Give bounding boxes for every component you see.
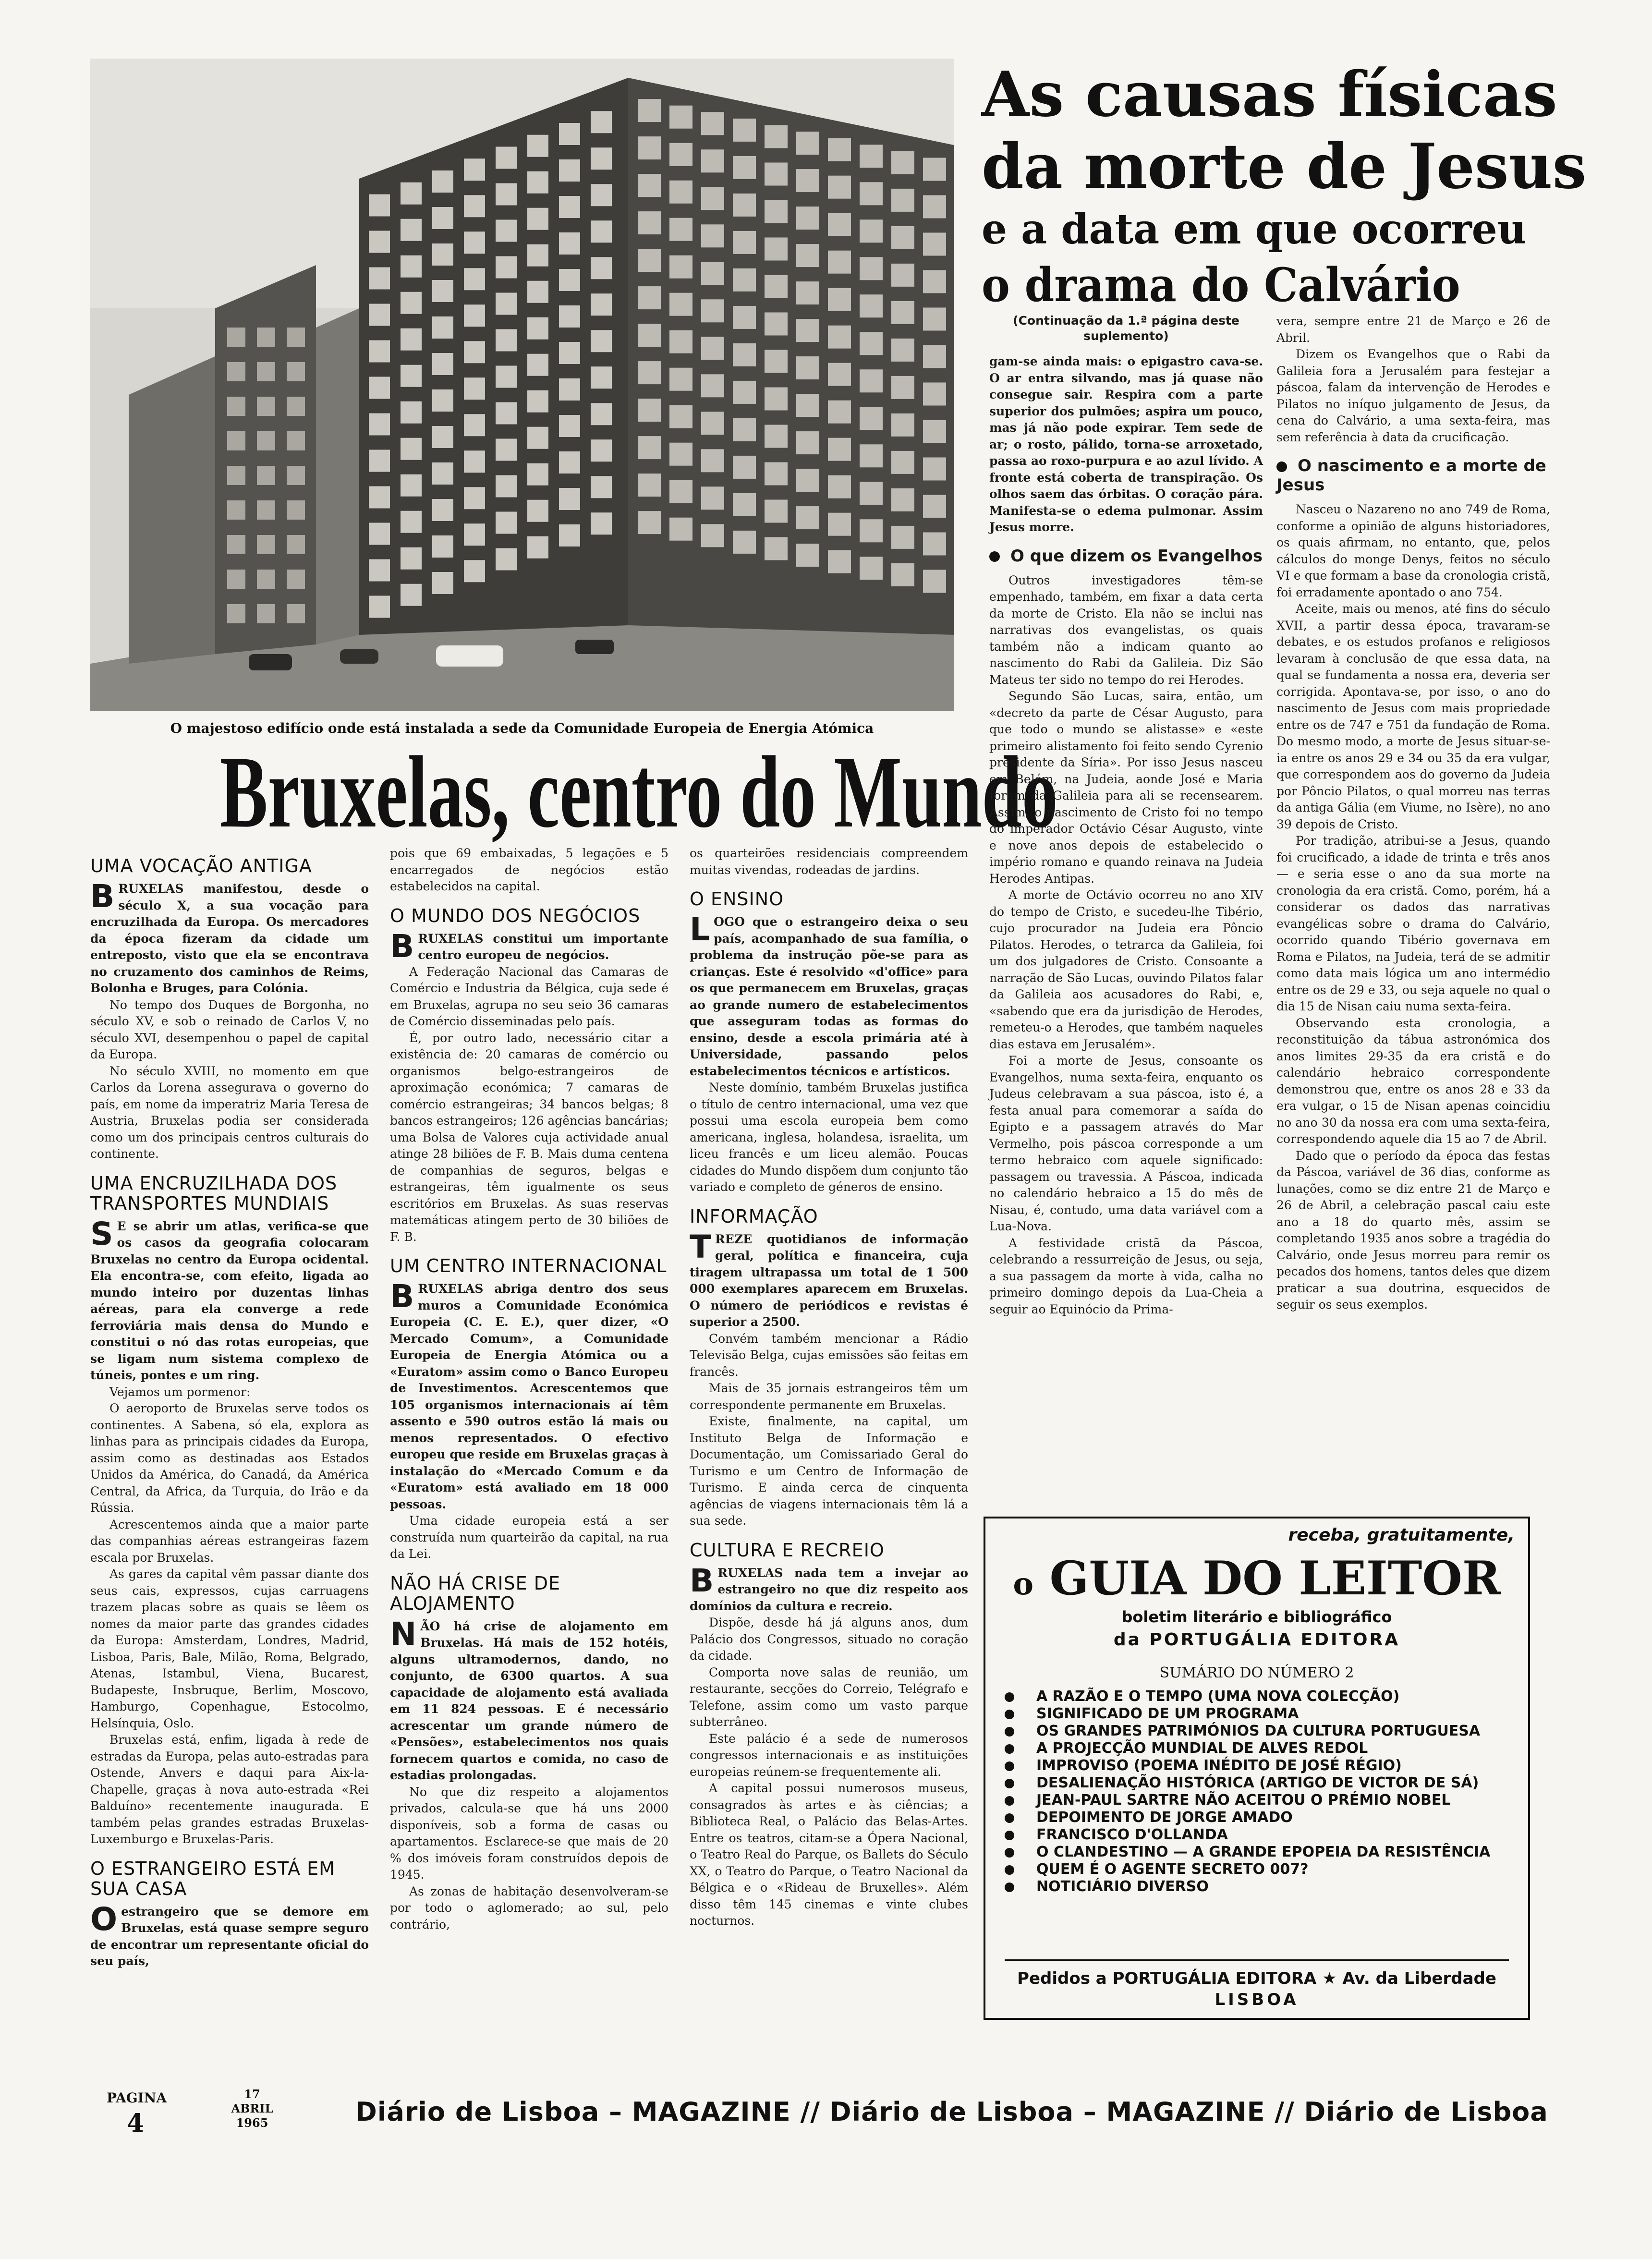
pagina-label: PAGINA: [107, 2090, 167, 2106]
paragraph: Bruxelas está, enfim, ligada à rede de estradas da Europa, pelas auto-estradas para Ostende, Anvers e daqui para Aix-la-Chapelle, graças à nova auto-estrada «Rei Balduíno» recentemente inaugurada. E também pelas grandes estradas Bruxelas-Luxemburgo e Bruxelas-Paris.: [90, 1733, 369, 1846]
section-heading: [989, 547, 1263, 566]
jesus-column-1: [989, 313, 1263, 1318]
bullet-icon: [1276, 462, 1287, 472]
ad-pedidos-line: Pedidos a PORTUGÁLIA EDITORA ★ Av. da Liberdade: [1017, 1969, 1496, 1988]
jesus-title-line-2: da morte de Jesus: [982, 131, 1587, 203]
paragraph-text: REZE quotidianos de informação geral, política e financeira, cuja tiragem ultrapassa um total de 1 500 000 exemplares aparecem em Bruxelas. O número de periódicos e revistas é superior a 2500.: [690, 1232, 968, 1329]
section-heading-text: O nascimento e a morte de Jesus: [1276, 456, 1546, 495]
section-heading: O MUNDO DOS NEGÓCIOS: [390, 905, 641, 926]
paragraph: [90, 878, 369, 997]
drop-cap: B: [390, 1278, 414, 1315]
drop-cap: T: [690, 1228, 712, 1265]
jesus-column-2: [1276, 313, 1550, 1313]
paragraph: os quarteirões residenciais compreendem muitas vivendas, rodeadas de jardins.: [690, 846, 968, 877]
ad-subtitle-2: da PORTUGÁLIA EDITORA: [1113, 1630, 1400, 1650]
ad-sumario: SUMÁRIO DO NÚMERO 2: [1159, 1664, 1354, 1681]
jesus-title-line-4: o drama do Calvário: [982, 258, 1460, 312]
page-number: 4: [126, 2109, 145, 2138]
paragraph: Dispõe, desde há já alguns anos, dum Palácio dos Congressos, situado no coração da cidade.: [690, 1615, 968, 1663]
bruxelas-headline: Bruxelas, centro do Mundo: [219, 735, 1058, 849]
ad-subtitle-1: boletim literário e bibliográfico: [1121, 1608, 1392, 1626]
page-number-block: [107, 2086, 167, 2138]
paragraph: No tempo dos Duques de Borgonha, no século XV, e sob o reinado de Carlos V, no século XVI, desempenhou o papel de capital da Europa.: [90, 997, 369, 1061]
paragraph: Nasceu o Nazareno no ano 749 de Roma, conforme a opinião de alguns historiadores, os quais afirmam, no entanto, que, pelos cálculos do monge Denys, feitos no século VI e que formam a base da cronologia cristã, foi erradamente apontado o ano 754.: [1276, 502, 1550, 599]
paragraph: [690, 911, 968, 1080]
section-heading: CULTURA E RECREIO: [690, 1539, 885, 1561]
paragraph: [90, 1900, 369, 1970]
ad-list-item: JEAN-PAUL SARTRE NÃO ACEITOU O PRÉMIO NOBEL: [1005, 1792, 1514, 1809]
drop-cap: O: [90, 1900, 118, 1938]
paragraph: Observando esta cronologia, a reconstituição da tábua astronómica dos anos limites 29-35 da era cristã e do calendário hebraico correspondente demonstrou que, entre os anos 28 e 33 da era vulgar, o 15 de Nisan apenas coincidiu no ano 30 da nossa era com uma sexta-feira, correspondendo aquele dia 15 ao 7 de Abril.: [1276, 1016, 1550, 1146]
ad-list-item: IMPROVISO (POEMA INÉDITO DE JOSÉ RÉGIO): [1005, 1758, 1514, 1774]
paragraph: [90, 1215, 369, 1384]
guia-do-leitor-ad: [984, 1517, 1530, 2020]
paragraph: [390, 1278, 668, 1513]
drop-cap: N: [390, 1615, 417, 1652]
jesus-title-line-3: e a data em que ocorreu: [982, 205, 1527, 254]
running-footer: Diário de Lisboa – MAGAZINE // Diário de Lisboa – MAGAZINE // Diário de Lisboa: [355, 2097, 1548, 2127]
paragraph: A morte de Octávio ocorreu no ano XIV do tempo de Cristo, e sucedeu-lhe Tibério, cujo procurador na Judeia era Pôncio Pilatos. Herodes, o tetrarca da Galileia, foi um dos julgadores de Cristo. Consoante a narração de São Lucas, ouvindo Pilatos falar da Galileia aos acusadores do Rabi, e, «sabendo que era da jurisdição de Herodes, remeteu-o a Herodes, que também naqueles dias estava em Jerusalém».: [989, 888, 1263, 1051]
paragraph: Uma cidade europeia está a ser construída num quarteirão da capital, na rua da Lei.: [390, 1514, 668, 1561]
paragraph: A capital possui numerosos museus, consagrados às artes e às ciências; a Biblioteca Real, o Palácio das Belas-Artes. Entre os teatros, citam-se a Ópera Nacional, o Teatro Real do Parque, os Ballets do Século XX, o Teatro do Parque, o Teatro Nacional da Bélgica e o «Rideau de Bruxelles». Além disso têm 145 cinemas e vinte clubes nocturnos.: [690, 1781, 968, 1928]
paragraph-text: RUXELAS nada tem a invejar ao estrangeiro no que diz respeito aos domínios da cultura e recreio.: [690, 1566, 968, 1613]
section-heading: O ESTRANGEIRO ESTÁ EM SUA CASA: [90, 1858, 335, 1899]
paragraph: Neste domínio, também Bruxelas justifica o título de centro internacional, uma vez que possui uma escola europeia bem como americana, inglesa, holandesa, israelita, um liceu francês e um liceu alemão. Poucas cidades do Mundo dispõem dum conjunto tão variado e completo de géneros de ensino.: [690, 1081, 968, 1194]
building-photo-image: [90, 59, 954, 711]
paragraph: Foi a morte de Jesus, consoante os Evangelhos, numa sexta-feira, enquanto os Judeus celebravam a sua páscoa, isto é, a festa anual para comemorar a saída do Egipto e a passagem através do Mar Vermelho, pois páscoa corresponde a um termo hebraico com aquele significado: passagem ou travessia. A Páscoa, indicada no calendário hebraico a 15 do mês de Nisau, é, contudo, uma data variável com a Lua-Nova.: [989, 1054, 1263, 1233]
paragraph: Este palácio é a sede de numerosos congressos internacionais e as instituições europeias reúnem-se frequentemente ali.: [690, 1731, 968, 1779]
paragraph-text: ÃO há crise de alojamento em Bruxelas. Há mais de 152 hotéis, alguns ultramodernos, dando, no conjunto, de 6300 quartos. A sua capacidade de alojamento está avaliada em 11 824 pessoas. E é necessário acrescentar um grande número de «Pensões», estabelecimentos nos quais fornecem quartos e comida, no caso de estadias prolongadas.: [390, 1619, 668, 1782]
paragraph: Outros investigadores têm-se empenhado, também, em fixar a data certa da morte de Cristo. Ela não se inclui nas narrativas dos evangelistas, os quais também não a indicam quanto ao nascimento do Rabi da Galileia. Diz São Mateus ter sido no tempo do rei Herodes.: [989, 573, 1263, 687]
paragraph-text: RUXELAS constitui um importante centro europeu de negócios.: [418, 931, 668, 962]
ad-list-item: NOTICIÁRIO DIVERSO: [1005, 1879, 1514, 1895]
paragraph: É, por outro lado, necessário citar a existência de: 20 camaras de comércio ou organismos belgo-estrangeiros de aproximação económica; 7 camaras de comércio estrangeiras; 34 bancos belgas; 8 bancos estrangeiros; 126 agências bancárias; uma Bolsa de Valores cuja actividade anual atinge 28 biliões de F. B. Mais duma centena de companhias de seguros, belgas e estrangeiras, têm igualmente os seus escritórios em Bruxelas. As suas reservas matemáticas atingem perto de 30 biliões de F. B.: [390, 1031, 668, 1244]
paragraph: [690, 1228, 968, 1331]
ad-list-item: A RAZÃO E O TEMPO (UMA NOVA COLECÇÃO): [1005, 1688, 1514, 1705]
ad-receba: receba, gratuitamente,: [1288, 1525, 1515, 1545]
paragraph: Vejamos um pormenor:: [109, 1385, 251, 1399]
ad-list-item: DEPOIMENTO DE JORGE AMADO: [1005, 1810, 1514, 1826]
ad-title: [985, 1552, 1528, 1611]
paragraph: Existe, finalmente, na capital, um Instituto Belga de Informação e Documentação, um Comissariado Geral do Turismo e um Centro de Informação de Turismo. E ainda cerca de cinquenta agências de viagens internacionais têm lá a sua sede.: [690, 1414, 968, 1528]
paragraph: Mais de 35 jornais estrangeiros têm um correspondente permanente em Bruxelas.: [690, 1381, 968, 1412]
paragraph: Comporta nove salas de reunião, um restaurante, secções do Correio, Telégrafo e Telefone, assim como um vasto parque subterrâneo.: [690, 1665, 968, 1729]
paragraph-text: E se abrir um atlas, verifica-se que os casos da geografia colocaram Bruxelas no centro da Europa ocidental. Ela encontra-se, com efeito, ligada ao mundo inteiro por duzentas linhas aéreas, para ela converge a rede ferroviária mais densa do Mundo e constitui o nó das rotas europeias, que se ligam num sistema complexo de túneis, pontes e um ring.: [90, 1219, 369, 1382]
paragraph: [690, 1562, 968, 1615]
paragraph: Convém também mencionar a Rádio Televisão Belga, cujas emissões são feitas em francês.: [690, 1331, 968, 1379]
ad-list-item: A PROJECÇÃO MUNDIAL DE ALVES REDOL: [1005, 1740, 1514, 1757]
bruxelas-column-3: [690, 845, 968, 1930]
section-heading-text: O que dizem os Evangelhos: [1010, 546, 1263, 566]
paragraph-text: RUXELAS manifestou, desde o século X, a sua vocação para encruzilhada da Europa. Os mercadores da época fizeram da cidade um entreposto, visto que ela se encontrava no cruzamento dos caminhos de Reims, Bolonha e Bruges, para Colónia.: [90, 882, 369, 995]
paragraph: A festividade cristã da Páscoa, celebrando a ressurreição de Jesus, ou seja, a sua passagem da morte à vida, calha no primeiro domingo depois da Lua-Cheia a seguir ao Equinócio da Prima-: [989, 1236, 1263, 1316]
paragraph-text: RUXELAS abriga dentro dos seus muros a Comunidade Económica Europeia (C. E. E.), quer dizer, «O Mercado Comum», a Comunidade Europeia de Energia Atómica ou a «Euratom» assim como o Banco Europeu de Investimentos. Acrescentemos que 105 organismos internacionais aí têm assento e 590 outros estão lá mais ou menos representados. O efectivo europeu que reside em Bruxelas graças à instalação do «Mercado Comum e da «Euratom» está avaliado em 18 000 pessoas.: [390, 1282, 668, 1511]
paragraph: Segundo São Lucas, saira, então, um «decreto da parte de César Augusto, para que todo o mundo se alistasse» e «este primeiro alistamento foi feito sendo Cyrenio presidente da Síria». Por isso Jesus nasceu em Belém, na Judeia, aonde José e Maria foram da Galileia para ali se recensearem. Assim, o nascimento de Cristo foi no tempo do imperador Octávio César Augusto, vinte e nove anos depois de estabelecido o império romano e quando reinava na Judeia Herodes Antipas.: [989, 689, 1263, 886]
section-heading: INFORMAÇÃO: [690, 1205, 818, 1227]
paragraph-text: estrangeiro que se demore em Bruxelas, está quase sempre seguro de encontrar um representante oficial do seu país,: [90, 1904, 369, 1968]
paragraph: As zonas de habitação desenvolveram-se por todo o aglomerado; ao sul, pelo contrário,: [390, 1884, 668, 1931]
ad-list-item: DESALIENAÇÃO HISTÓRICA (ARTIGO DE VICTOR DE SÁ): [1005, 1775, 1514, 1791]
paragraph: Dizem os Evangelhos que o Rabi da Galileia fora a Jerusalém para festejar a páscoa, falam da intervenção de Herodes e Pilatos no iníquo julgamento de Jesus, da cena do Calvário, a uma sexta-feira, mas sem referência à data da crucificação.: [1276, 347, 1550, 444]
ad-list-item: OS GRANDES PATRIMÓNIOS DA CULTURA PORTUGUESA: [1005, 1723, 1514, 1739]
drop-cap: B: [90, 878, 115, 915]
section-heading: [1276, 456, 1550, 495]
bruxelas-column-2: [390, 845, 668, 1933]
section-heading: UMA ENCRUZILHADA DOS TRANSPORTES MUNDIAIS: [90, 1172, 338, 1214]
paragraph: Acrescentemos ainda que a maior parte das companhias aéreas estrangeiras fazem escala por Bruxelas.: [90, 1517, 369, 1565]
drop-cap: S: [90, 1215, 113, 1252]
building-photo: [90, 59, 954, 711]
jesus-headline: [982, 59, 1606, 314]
paragraph: As gares da capital vêm passar diante dos seus cais, expressos, cujas carruagens trazem placas sobre as quais se lêem os nomes da maior parte das grandes cidades da Europa: Amsterdam, Londres, Madrid, Lisboa, Paris, Bale, Milão, Roma, Belgrado, Atenas, Istambul, Viena, Bucarest, Budapeste, Insbruque, Berlim, Moscovo, Hamburgo, Copenhague, Estocolmo, Helsínquia, Oslo.: [90, 1567, 369, 1730]
ad-divider: [1005, 1959, 1509, 1961]
paragraph: No que diz respeito a alojamentos privados, calcula-se que há uns 2000 disponíveis, sob a forma de casas ou apartamentos. Esclarece-se que mais de 20 % dos imóveis foram construídos depois de 1945.: [390, 1785, 668, 1882]
paragraph: vera, sempre entre 21 de Março e 26 de Abril.: [1276, 314, 1550, 345]
section-heading: UMA VOCAÇÃO ANTIGA: [90, 855, 312, 876]
issue-month: ABRIL: [231, 2101, 273, 2115]
continuation-note: (Continuação da 1.ª página deste suplemento): [1013, 314, 1239, 343]
drop-cap: B: [390, 927, 414, 965]
drop-cap: B: [690, 1562, 714, 1599]
paragraph: Dado que o período da época das festas da Páscoa, variável de 36 dias, conforme as lunações, como se diz entre 21 de Março e 26 de Abril, a celebração pascal caiu este ano a 18 do quarto mês, assim se completando 1935 anos sobre a tragédia do Calvário, onde Jesus morreu para remir os pecados dos homens, tantos deles que dizem praticar a sua doutrina, esquecidos de seguir os seus exemplos.: [1276, 1148, 1550, 1312]
section-heading: NÃO HÁ CRISE DE ALOJAMENTO: [390, 1572, 561, 1614]
ad-title-main: GUIA DO LEITOR: [1049, 1551, 1501, 1605]
bruxelas-column-1: [90, 845, 369, 1970]
ad-title-prefix: o: [1013, 1566, 1034, 1602]
ad-lisboa: LISBOA: [1215, 1990, 1299, 2009]
issue-day: 17: [244, 2087, 260, 2101]
ad-pedidos: [985, 1968, 1528, 2010]
paragraph: A Federação Nacional das Camaras de Comércio e Industria da Bélgica, cuja sede é em Bruxelas, agrupa no seu seio 36 camaras de Comércio disseminadas pelo país.: [390, 964, 668, 1028]
paragraph: O aeroporto de Bruxelas serve todos os continentes. A Sabena, só ela, explora as linhas para as principais cidades da Europa, assim como as destinadas aos Estados Unidos da América, do Canadá, da América Central, da Africa, da Turquia, do Irão e da Rússia.: [90, 1401, 369, 1515]
issue-year: 1965: [236, 2116, 268, 2130]
paragraph: [390, 927, 668, 965]
paragraph: Aceite, mais ou menos, até fins do século XVII, a partir dessa época, travaram-se debates, e os estudos profanos e religiosos levaram à conclusão de que essa data, na qual se fundamenta a nossa era, deveria ser corrigida. Apontava-se, por isso, o ano do nascimento de Jesus com mais propriedade entre os de 747 e 751 da fundação de Roma. Do mesmo modo, a morte de Jesus situar-se-ia entre os anos 29 e 34 ou 35 da era vulgar, que correspondem aos do governo da Judeia por Pôncio Pilatos, o qual morreu nas terras da antiga Gália (em Viume, no Isère), no ano 39 depois de Cristo.: [1276, 602, 1550, 831]
paragraph: Por tradição, atribui-se a Jesus, quando foi crucificado, a idade de trinta e três anos — e seria esse o ano da sua morte na cronologia da era cristã. Como, porém, há a considerar os dados das narrativas evangélicas sobre o drama do Calvário, ocorrido quando Tibério governava em Roma e Pilatos, na Judeia, terá de se admitir como data mais lógica um ano intermédio entre os de 29 e 33, ou seja aquele no qual o dia 15 de Nisan caiu numa sexta-feira.: [1276, 834, 1550, 1013]
paragraph: No século XVIII, no momento em que Carlos da Lorena assegurava o governo do país, em nome da imperatriz Maria Teresa de Austria, Bruxelas podia ser considerada como um dos principais centros culturais do continente.: [90, 1064, 369, 1161]
page-footer: [0, 2079, 1652, 2137]
drop-cap: L: [690, 911, 710, 948]
section-heading: UM CENTRO INTERNACIONAL: [390, 1255, 667, 1276]
bullet-icon: [989, 551, 1000, 562]
paragraph: [390, 1615, 668, 1784]
photo-caption: O majestoso edifício onde está instalada a sede da Comunidade Europeia de Energia Atómica: [170, 720, 874, 736]
ad-list-item: FRANCISCO D'OLLANDA: [1005, 1827, 1514, 1843]
paragraph-text: OGO que o estrangeiro deixa o seu país, acompanhado de sua família, o problema da instrução põe-se para as crianças. Este é resolvido «d'office» para os que permanecem em Bruxelas, graças ao grande numero de estabelecimentos que asseguram todas as formas do ensino, desde a escola primária até à Universidade, passando pelos estabelecimentos técnicos e artísticos.: [690, 915, 968, 1078]
paragraph: pois que 69 embaixadas, 5 legações e 5 encarregados de negócios estão estabelecidos na capital.: [390, 846, 668, 893]
paragraph: gam-se ainda mais: o epigastro cava-se. O ar entra silvando, mas já quase não consegue sair. Respira com a parte superior dos pulmões; aspira um pouco, mas já não pode expirar. Tem sede de ar; o rosto, pálido, torna-se arroxetado, passa ao roxo-purpura e ao azul lívido. A fronte está coberta de transpiração. Os olhos saem das órbitas. O coração pára. Manifesta-se o edema pulmonar. Assim Jesus morre.: [989, 354, 1263, 534]
ad-item-list: [1005, 1688, 1514, 1896]
jesus-title-line-1: As causas físicas: [982, 59, 1557, 131]
ad-list-item: QUEM É O AGENTE SECRETO 007?: [1005, 1861, 1514, 1878]
section-heading: O ENSINO: [690, 888, 784, 910]
ad-list-item: SIGNIFICADO DE UM PROGRAMA: [1005, 1706, 1514, 1722]
ad-list-item: O CLANDESTINO — A GRANDE EPOPEIA DA RESISTÊNCIA: [1005, 1844, 1514, 1860]
issue-date: [226, 2087, 279, 2130]
